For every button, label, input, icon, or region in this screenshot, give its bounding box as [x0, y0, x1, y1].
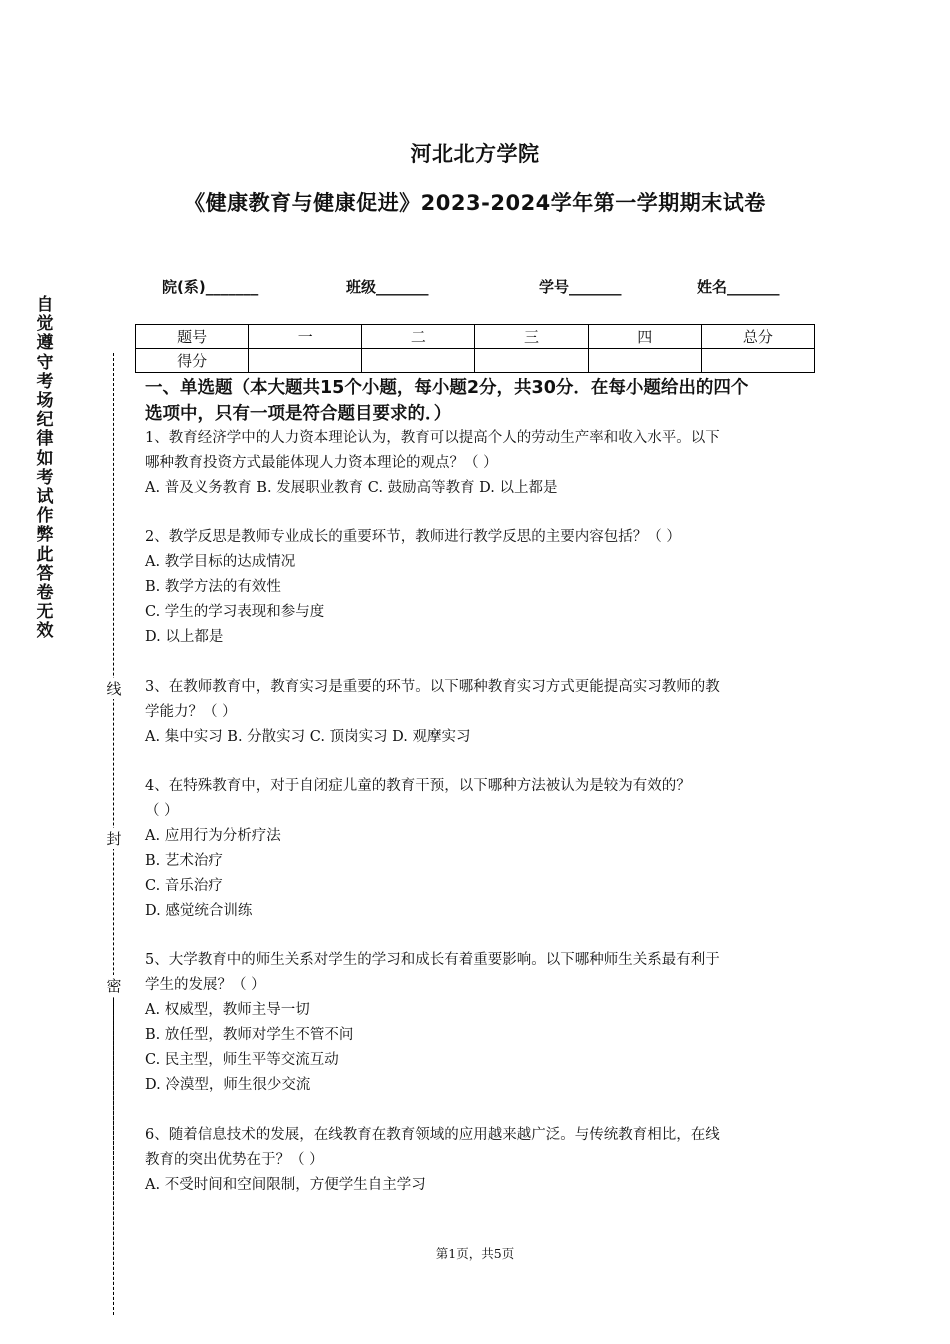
- option: C. 音乐治疗: [145, 878, 223, 894]
- score-cell: [362, 349, 475, 373]
- question-text: 3、在教师教育中，教育实习是重要的环节。以下哪种教育实习方式更能提高实习教师的教: [145, 679, 720, 695]
- question-4: [145, 774, 815, 924]
- option: B. 放任型，教师对学生不管不问: [145, 1027, 354, 1043]
- option: A. 权威型，教师主导一切: [145, 1002, 310, 1018]
- question-text: 1、教育经济学中的人力资本理论认为，教育可以提高个人的劳动生产率和收入水平。以下: [145, 430, 720, 446]
- question-5: [145, 948, 815, 1098]
- score-table: [135, 324, 815, 373]
- question-text: 教育的突出优势在于？（ ）: [145, 1152, 324, 1168]
- score-cell: [475, 349, 588, 373]
- section-heading-line: 一、单选题（本大题共15个小题，每小题2分，共30分．在每小题给出的四个: [145, 378, 749, 398]
- option: D. 感觉统合训练: [145, 903, 253, 919]
- seal-word-seal: 封: [106, 830, 122, 848]
- option: A. 教学目标的达成情况: [145, 554, 296, 570]
- option: A. 普及义务教育 B. 发展职业教育 C. 鼓励高等教育 D. 以上都是: [145, 480, 558, 496]
- class-field: 班级_______: [346, 278, 429, 296]
- question-text: 5、大学教育中的师生关系对学生的学习和成长有着重要影响。以下哪种师生关系最有利于: [145, 952, 720, 968]
- table-cell: 总分: [701, 325, 814, 349]
- option: C. 民主型，师生平等交流互动: [145, 1052, 339, 1068]
- question-text: 哪种教育投资方式最能体现人力资本理论的观点？（ ）: [145, 455, 498, 471]
- table-cell: 二: [362, 325, 475, 349]
- page-number: 第1页，共5页: [435, 1246, 515, 1261]
- question-text: 6、随着信息技术的发展，在线教育在教育领域的应用越来越广泛。与传统教育相比，在线: [145, 1127, 720, 1143]
- question-1: [145, 426, 815, 501]
- binding-line-lower: [113, 1000, 114, 1315]
- option: D. 冷漠型，师生很少交流: [145, 1077, 311, 1093]
- exam-discipline-warning: 自觉遵守考场纪律如考试作弊此答卷无效: [36, 295, 54, 642]
- table-cell: 四: [588, 325, 701, 349]
- option: C. 学生的学习表现和参与度: [145, 604, 325, 620]
- question-6: [145, 1123, 815, 1198]
- student-id-field: 学号_______: [539, 278, 622, 296]
- table-cell: 一: [249, 325, 362, 349]
- option: B. 教学方法的有效性: [145, 579, 281, 595]
- option: D. 以上都是: [145, 629, 224, 645]
- school-title: 河北北方学院: [410, 142, 540, 166]
- table-cell: 三: [475, 325, 588, 349]
- seal-word-line: 线: [106, 680, 122, 698]
- score-table-header-row: [136, 325, 815, 349]
- question-text: 2、教学反思是教师专业成长的重要环节，教师进行教学反思的主要内容包括？（ ）: [145, 529, 681, 545]
- option: A. 应用行为分析疗法: [145, 828, 281, 844]
- seal-word-secret: 密: [106, 977, 122, 995]
- score-table-score-row: [136, 349, 815, 373]
- option: A. 集中实习 B. 分散实习 C. 顶岗实习 D. 观摩实习: [145, 729, 471, 745]
- score-cell: [588, 349, 701, 373]
- option: B. 艺术治疗: [145, 853, 223, 869]
- question-3: [145, 675, 815, 750]
- score-cell: [701, 349, 814, 373]
- section-heading: [145, 375, 825, 427]
- question-text: 4、在特殊教育中，对于自闭症儿童的教育干预，以下哪种方法被认为是较为有效的？: [145, 778, 691, 794]
- question-text: 学能力？（ ）: [145, 704, 237, 720]
- table-cell: 得分: [136, 349, 249, 373]
- score-cell: [249, 349, 362, 373]
- table-cell: 题号: [136, 325, 249, 349]
- department-field: 院(系)_______: [162, 278, 259, 296]
- name-field: 姓名_______: [697, 278, 780, 296]
- option: A. 不受时间和空间限制，方便学生自主学习: [145, 1177, 426, 1193]
- question-2: [145, 525, 815, 650]
- question-text: （ ）: [145, 803, 179, 819]
- exam-title: 《健康教育与健康促进》2023-2024学年第一学期期末试卷: [184, 191, 766, 215]
- section-heading-line: 选项中，只有一项是符合题目要求的．）: [145, 404, 452, 424]
- question-text: 学生的发展？（ ）: [145, 977, 266, 993]
